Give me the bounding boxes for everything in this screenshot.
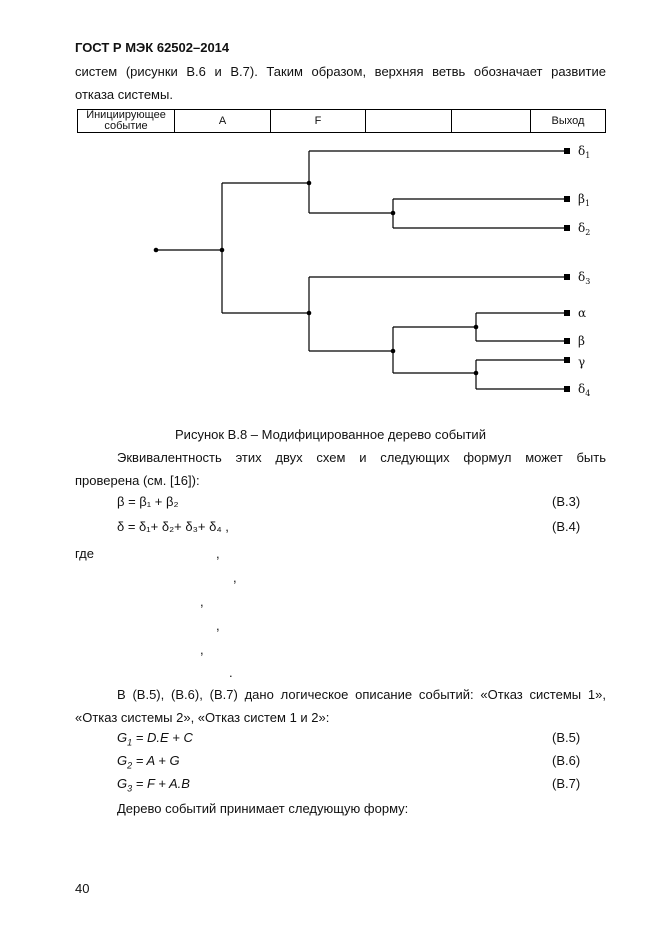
logic-line-2: «Отказ системы 2», «Отказ систем 1 и 2»: (75, 710, 330, 725)
formula-b5: $G_1 = D.E + C$ (117, 730, 193, 748)
outcome-marker (564, 274, 570, 280)
outcome-marker (564, 148, 570, 154)
formula-b3-number: (В.3) (552, 494, 581, 509)
table-cell-initiating-event: Инициирующее событие (78, 110, 175, 132)
where-label: где (75, 546, 94, 561)
equiv-line-1: Эквивалентность этих двух схем и следующих формул может быть (117, 450, 606, 465)
formula-b4-number: (В.4) (552, 519, 581, 534)
document-header: ГОСТ Р МЭК 62502–2014 (75, 40, 230, 55)
equiv-line-2: проверена (см. [16]): (75, 473, 200, 488)
formula-b6-number: (В.6) (552, 753, 581, 768)
outcome-marker (564, 357, 570, 363)
intro-line-2: отказа системы. (75, 87, 173, 102)
outcome-marker (564, 225, 570, 231)
where-mark-1: , (216, 546, 220, 561)
where-mark-6: . (229, 665, 233, 680)
table-cell-a: A (175, 110, 271, 132)
where-mark-4: , (216, 618, 220, 633)
outcome-label-alpha: α (578, 306, 587, 320)
outcome-label-delta1: $\delta_1$ (578, 144, 591, 160)
where-mark-5: , (200, 642, 204, 657)
outcome-marker (564, 310, 570, 316)
outcome-label-delta3: $\delta_3$ (578, 270, 591, 286)
formula-b4: δ = δ₁+ δ₂+ δ₃+ δ₄ , (117, 519, 229, 534)
table-cell-f: F (271, 110, 366, 132)
logic-line-1: В (В.5), (В.6), (В.7) дано логическое описание событий: «Отказ системы 1», (117, 687, 606, 702)
table-cell-output: Выход (551, 114, 585, 127)
formula-b3: β = β₁ + β₂ (117, 494, 179, 509)
tree-form-sentence: Дерево событий принимает следующую форму: (117, 801, 409, 816)
outcome-marker (564, 338, 570, 344)
outcome-marker (564, 386, 570, 392)
figure-caption: Рисунок В.8 – Модифицированное дерево событий (175, 427, 486, 442)
formula-b6: $G_2 = A + G$ (117, 753, 180, 771)
formula-b7: $G_3 = F + A.B$ (117, 776, 190, 794)
outcome-label-delta4: $\delta_4$ (578, 382, 591, 398)
where-mark-2: , (233, 570, 237, 585)
outcome-label-beta: β (578, 334, 585, 348)
outcome-marker (564, 196, 570, 202)
event-tree-diagram (0, 0, 661, 420)
intro-line-1: систем (рисунки В.6 и В.7). Таким образом, верхняя ветвь обозначает развитие (75, 64, 606, 79)
outcome-label-delta2: $\delta_2$ (578, 221, 591, 237)
formula-b5-number: (В.5) (552, 730, 581, 745)
outcome-label-gamma: γ (578, 355, 586, 369)
outcome-label-beta1: $\beta_1$ (578, 192, 591, 208)
page-number: 40 (75, 881, 90, 896)
formula-b7-number: (В.7) (552, 776, 581, 791)
where-mark-3: , (200, 594, 204, 609)
